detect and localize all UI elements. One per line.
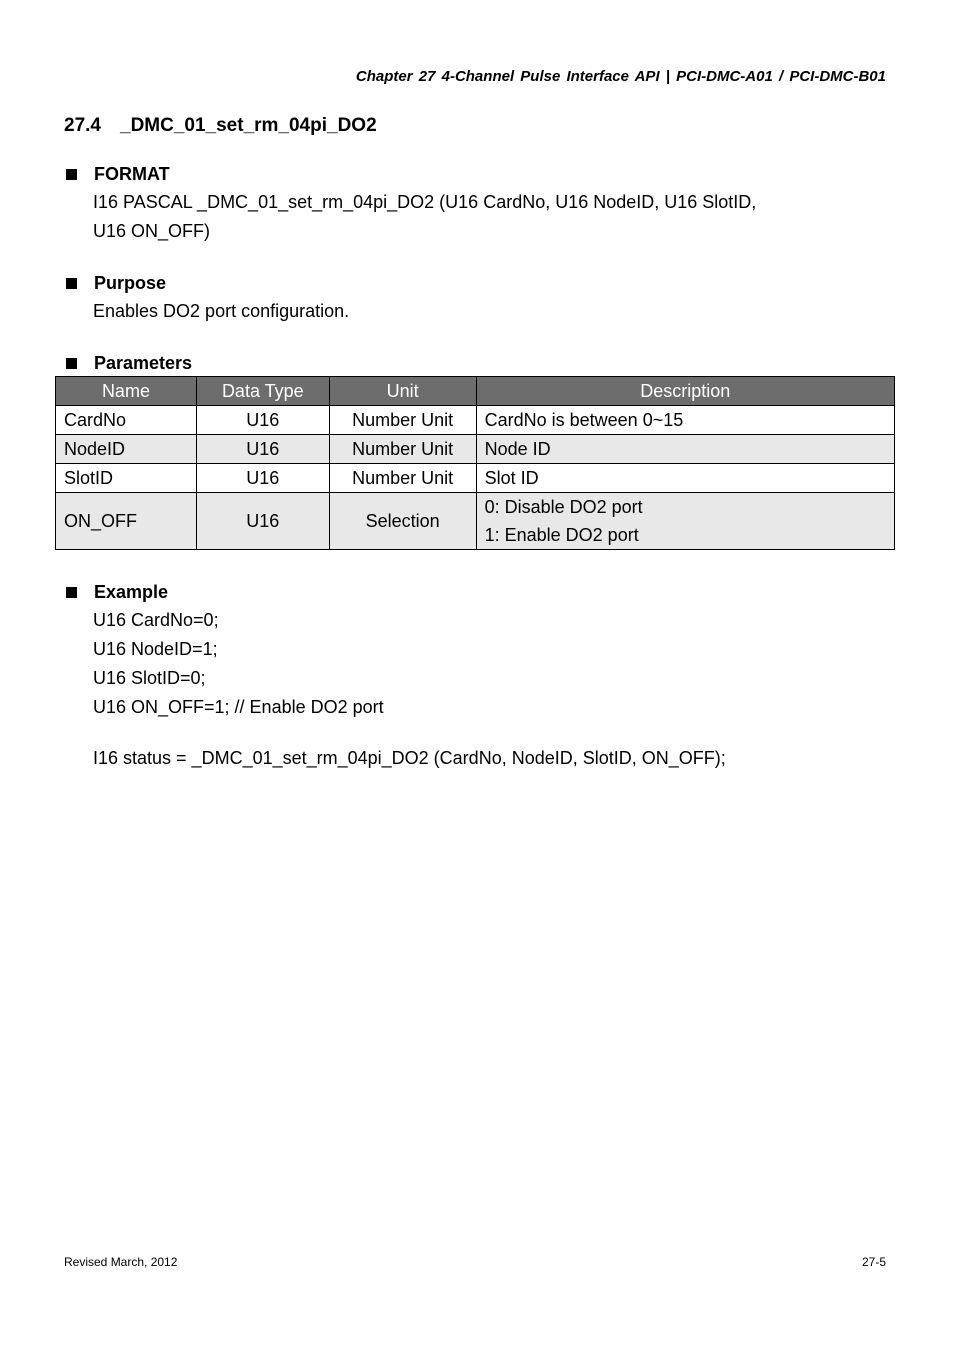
param-description-line: 0: Disable DO2 port xyxy=(484,497,643,517)
example-heading-text: Example xyxy=(94,582,169,602)
param-description xyxy=(476,493,894,550)
param-description: Node ID xyxy=(476,435,894,464)
column-header-name: Name xyxy=(56,377,197,406)
param-unit: Number Unit xyxy=(329,435,476,464)
table-row xyxy=(56,464,895,493)
example-line: U16 ON_OFF=1; // Enable DO2 port xyxy=(93,697,384,717)
square-bullet-icon xyxy=(66,587,77,598)
section-number: 27.4 xyxy=(64,115,101,136)
param-unit: Number Unit xyxy=(329,464,476,493)
param-name: ON_OFF xyxy=(56,493,197,550)
format-block xyxy=(64,163,756,246)
purpose-block xyxy=(64,272,349,326)
purpose-text: Enables DO2 port configuration. xyxy=(93,301,350,321)
format-line: I16 PASCAL _DMC_01_set_rm_04pi_DO2 (U16 CardNo, U16 NodeID, U16 SlotID, xyxy=(93,192,757,212)
parameters-heading xyxy=(64,352,192,374)
param-type: U16 xyxy=(196,493,329,550)
table-row xyxy=(56,435,895,464)
column-header-description: Description xyxy=(476,377,894,406)
purpose-heading-text: Purpose xyxy=(94,273,167,293)
purpose-heading xyxy=(64,272,349,294)
running-header: Chapter 27 4-Channel Pulse Interface API | PCI-DMC-A01 / PCI-DMC-B01 xyxy=(355,68,886,85)
param-description-line: 1: Enable DO2 port xyxy=(484,525,639,545)
example-block xyxy=(64,581,726,773)
param-type: U16 xyxy=(196,406,329,435)
footer-revised: Revised March, 2012 xyxy=(64,1255,178,1269)
param-name: SlotID xyxy=(56,464,197,493)
param-description: Slot ID xyxy=(476,464,894,493)
example-code xyxy=(64,606,726,773)
example-line: U16 NodeID=1; xyxy=(93,639,218,659)
param-unit: Selection xyxy=(329,493,476,550)
param-unit: Number Unit xyxy=(329,406,476,435)
example-call-line: I16 status = _DMC_01_set_rm_04pi_DO2 (CardNo, NodeID, SlotID, ON_OFF); xyxy=(93,748,726,768)
table-row xyxy=(56,493,895,550)
section-title-text: _DMC_01_set_rm_04pi_DO2 xyxy=(120,115,377,136)
parameters-heading-text: Parameters xyxy=(94,353,193,373)
example-heading xyxy=(64,581,726,603)
example-line: U16 CardNo=0; xyxy=(93,610,219,630)
table-header-row xyxy=(56,377,895,406)
param-description: CardNo is between 0~15 xyxy=(476,406,894,435)
param-type: U16 xyxy=(196,435,329,464)
column-header-data-type: Data Type xyxy=(196,377,329,406)
parameters-block xyxy=(64,352,192,374)
format-heading-text: FORMAT xyxy=(94,164,170,184)
param-name: NodeID xyxy=(56,435,197,464)
section-title xyxy=(64,115,377,137)
format-body xyxy=(64,188,756,246)
footer-page-number: 27-5 xyxy=(861,1255,886,1269)
param-name: CardNo xyxy=(56,406,197,435)
table-row xyxy=(56,406,895,435)
param-type: U16 xyxy=(196,464,329,493)
square-bullet-icon xyxy=(66,358,77,369)
example-line: U16 SlotID=0; xyxy=(93,668,206,688)
square-bullet-icon xyxy=(66,278,77,289)
parameters-table xyxy=(55,376,895,550)
square-bullet-icon xyxy=(66,169,77,180)
format-line: U16 ON_OFF) xyxy=(93,221,211,241)
format-heading xyxy=(64,163,756,185)
column-header-unit: Unit xyxy=(329,377,476,406)
